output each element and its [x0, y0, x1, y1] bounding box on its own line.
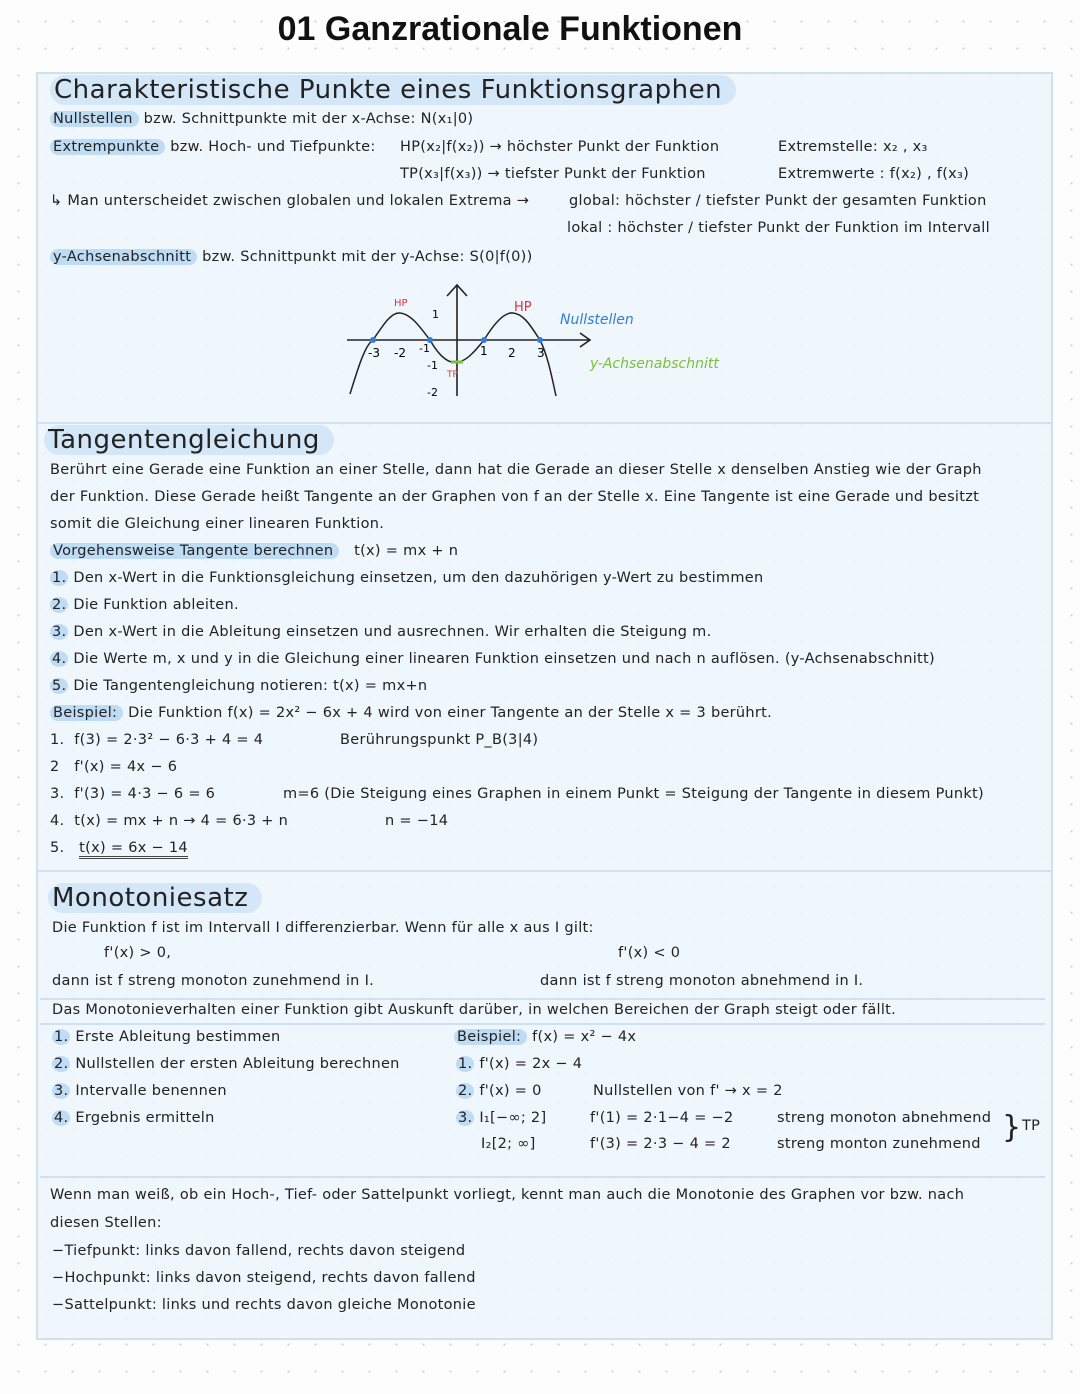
text: streng monoton abnehmend	[777, 1110, 992, 1126]
hp-label: HP	[394, 298, 408, 309]
step-text: I₁[−∞; 2]	[479, 1110, 547, 1126]
x-tick: 3	[537, 346, 545, 360]
example-line	[50, 703, 772, 723]
step	[50, 676, 427, 696]
step-text: Die Funktion ableiten.	[73, 597, 239, 613]
text: lokal : höchster / tiefster Punkt der Funktion im Intervall	[567, 220, 990, 236]
x-tick: -2	[394, 346, 406, 360]
y-tick: 1	[432, 308, 439, 321]
step-number: 3.	[52, 624, 67, 640]
example-step	[456, 1108, 546, 1128]
step-text: Den x-Wert in die Funktionsgleichung einsetzen, um den dazuhörigen y-Wert zu bestimmen	[73, 570, 764, 586]
page-title: 01 Ganzrationale Funktionen	[277, 10, 743, 48]
section-heading	[44, 423, 334, 457]
text: diesen Stellen:	[50, 1215, 162, 1231]
text: ↳ Man unterscheidet zwischen globalen und lokalen Extrema →	[50, 193, 530, 209]
step-text: Den x-Wert in die Ableitung einsetzen und ausrechnen. Wir erhalten die Steigung m.	[73, 624, 712, 640]
step	[52, 1027, 281, 1047]
text: TP(x₃|f(x₃)) → tiefster Punkt der Funktion	[400, 166, 706, 182]
divider	[40, 1176, 1045, 1178]
step-number: 2.	[54, 1056, 69, 1072]
zero-marker	[370, 337, 376, 343]
step-number: 1.	[52, 570, 67, 586]
step-text: Ergebnis ermitteln	[75, 1110, 215, 1126]
text: Die Funktion f(x) = 2x² − 6x + 4 wird von einer Tangente an der Stelle x = 3 berührt.	[128, 705, 773, 721]
section-heading	[48, 881, 262, 915]
highlight: y-Achsenabschnitt	[50, 249, 197, 265]
text-line	[50, 541, 458, 561]
formula: t(x) = mx + n	[354, 543, 459, 559]
highlight: Nullstellen	[50, 111, 139, 127]
example-step	[50, 784, 215, 804]
text: bzw. Schnittpunkte mit der x-Achse: N(x₁|0)	[143, 111, 474, 127]
step	[50, 595, 239, 615]
step	[52, 1081, 227, 1101]
text: dann ist f streng monoton zunehmend in I.	[52, 973, 375, 989]
step-text: f'(x) = 0	[479, 1083, 542, 1099]
bullet: −Hochpunkt: links davon steigend, rechts davon fallend	[52, 1270, 476, 1286]
legend-y-intercept: y-Achsenabschnitt	[590, 356, 719, 372]
step-number: 4.	[52, 651, 67, 667]
example-step	[50, 838, 188, 858]
text: Extremwerte : f(x₂) , f(x₃)	[778, 166, 970, 182]
step-text: t(x) = mx + n → 4 = 6·3 + n	[74, 813, 289, 829]
text: HP(x₂|f(x₂)) → höchster Punkt der Funktion	[400, 139, 720, 155]
text: m=6 (Die Steigung eines Graphen in einem Punkt = Steigung der Tangente in diesem Punkt)	[283, 786, 984, 802]
heading-text: Tangentengleichung	[44, 425, 334, 455]
step-text: f'(x) = 4x − 6	[74, 759, 178, 775]
step-number: 4.	[50, 813, 65, 829]
text: dann ist f streng monoton abnehmend in I.	[540, 973, 864, 989]
step-text: Erste Ableitung bestimmen	[75, 1029, 281, 1045]
step	[50, 568, 763, 588]
step-text: f'(3) = 4·3 − 6 = 6	[74, 786, 216, 802]
highlight: Beispiel:	[454, 1029, 527, 1045]
step-text: Intervalle benennen	[75, 1083, 227, 1099]
step-number: 4.	[54, 1110, 69, 1126]
highlight: Beispiel:	[50, 705, 123, 721]
step-number: 1.	[54, 1029, 69, 1045]
x-tick: -3	[368, 346, 380, 360]
bullet: −Sattelpunkt: links und rechts davon gleiche Monotonie	[52, 1297, 476, 1313]
function-graph-sketch	[0, 0, 1080, 420]
step	[50, 649, 935, 669]
text: I₂[2; ∞]	[481, 1136, 536, 1152]
step-number: 3.	[54, 1083, 69, 1099]
text: Extremstelle: x₂ , x₃	[778, 139, 928, 155]
highlight: Extrempunkte	[50, 139, 165, 155]
text: bzw. Schnittpunkt mit der y-Achse: S(0|f(0))	[202, 249, 533, 265]
step-number: 1.	[50, 732, 65, 748]
text: f'(1) = 2·1−4 = −2	[590, 1110, 734, 1126]
example-step	[50, 811, 288, 831]
zero-marker	[481, 337, 487, 343]
step-text: Die Werte m, x und y in die Gleichung einer linearen Funktion einsetzen und nach n auflösen. (y-Achsenabschnitt)	[73, 651, 935, 667]
y-tick: -2	[427, 386, 438, 399]
hp-label: HP	[514, 300, 532, 315]
divider	[40, 1023, 1045, 1025]
example-step	[50, 757, 177, 777]
final-result: t(x) = 6x − 14	[79, 840, 188, 859]
text: n = −14	[385, 813, 449, 829]
text: streng monton zunehmend	[777, 1136, 981, 1152]
tp-label: TP	[447, 370, 458, 380]
step-number: 2.	[52, 597, 67, 613]
step-number: 3.	[458, 1110, 473, 1126]
function-curve	[350, 313, 556, 396]
text: Wenn man weiß, ob ein Hoch-, Tief- oder Sattelpunkt vorliegt, kennt man auch die Monotonie des Graphen vor bzw. nach	[50, 1187, 965, 1203]
step	[52, 1108, 215, 1128]
y-tick: -1	[427, 359, 438, 372]
example-step	[456, 1054, 582, 1074]
step-number: 5.	[52, 678, 67, 694]
text: Berührt eine Gerade eine Funktion an einer Stelle, dann hat die Gerade an dieser Stelle x denselben Anstieg wie der Graph	[50, 462, 982, 478]
highlight: Vorgehensweise Tangente berechnen	[50, 543, 339, 559]
step-text: f(3) = 2·3² − 6·3 + 4 = 4	[74, 732, 264, 748]
zero-marker	[537, 337, 543, 343]
step-number: 2.	[458, 1083, 473, 1099]
heading-text: Charakteristische Punkte eines Funktionsgraphen	[50, 75, 736, 105]
x-tick: 2	[508, 346, 516, 360]
step-number: 1.	[458, 1056, 473, 1072]
text: Berührungspunkt P_B(3|4)	[340, 732, 539, 748]
text: Das Monotonieverhalten einer Funktion gibt Auskunft darüber, in welchen Bereichen der Graph steigt oder fällt.	[52, 1002, 897, 1018]
bullet: −Tiefpunkt: links davon fallend, rechts davon steigend	[52, 1243, 466, 1259]
example-step	[50, 730, 263, 750]
tp-note: TP	[1022, 1118, 1041, 1134]
step	[52, 1054, 400, 1074]
text: f'(x) < 0	[618, 945, 681, 961]
x-tick: -1	[419, 342, 430, 355]
step-text: Nullstellen der ersten Ableitung berechnen	[75, 1056, 400, 1072]
brace-icon: }	[1002, 1110, 1022, 1145]
step-number: 2	[50, 759, 60, 775]
heading-text: Monotoniesatz	[48, 883, 262, 913]
step-number: 3.	[50, 786, 65, 802]
text: Nullstellen von f' → x = 2	[593, 1083, 783, 1099]
step-text: Die Tangentengleichung notieren: t(x) = mx+n	[73, 678, 428, 694]
text: Die Funktion f ist im Intervall I differenzierbar. Wenn für alle x aus I gilt:	[52, 920, 594, 936]
example-line	[454, 1027, 636, 1047]
text: f'(3) = 2·3 − 4 = 2	[590, 1136, 731, 1152]
legend-zeros: Nullstellen	[560, 312, 634, 328]
x-tick: 1	[480, 344, 488, 358]
text: somit die Gleichung einer linearen Funktion.	[50, 516, 385, 532]
step-number: 5.	[50, 840, 65, 856]
text: bzw. Hoch- und Tiefpunkte:	[170, 139, 376, 155]
text: f'(x) > 0,	[104, 945, 172, 961]
text: der Funktion. Diese Gerade heißt Tangente an der Graphen von f an der Stelle x. Eine Tangente ist eine Gerade und besitzt	[50, 489, 980, 505]
example-step	[456, 1081, 542, 1101]
step-text: f'(x) = 2x − 4	[479, 1056, 583, 1072]
step	[50, 622, 712, 642]
text: f(x) = x² − 4x	[532, 1029, 637, 1045]
text: global: höchster / tiefster Punkt der gesamten Funktion	[569, 193, 987, 209]
